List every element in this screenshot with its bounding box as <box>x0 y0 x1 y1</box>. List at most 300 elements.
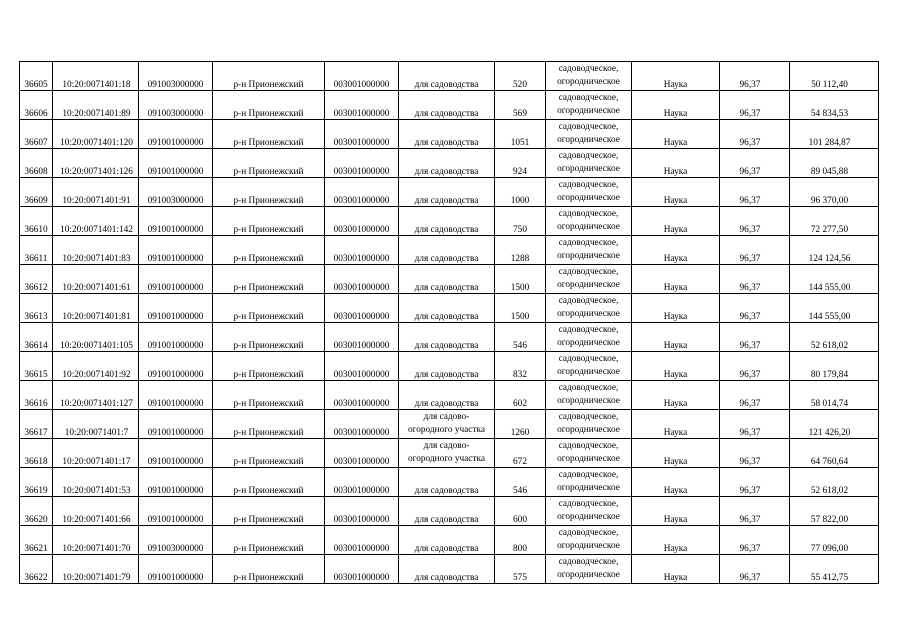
area-cell <box>495 91 546 120</box>
row-number-cell <box>20 381 53 410</box>
okato-code-cell <box>139 236 213 265</box>
permitted-use-cell <box>399 120 495 149</box>
land-type-line-1: садоводческое, <box>558 296 619 306</box>
row-number: 36621 <box>24 543 48 554</box>
row-number: 36619 <box>24 485 48 496</box>
district-cell <box>213 468 325 497</box>
area-value: 1000 <box>510 195 530 206</box>
land-type-line-1: садоводческое, <box>558 209 619 219</box>
okato-code: 091001000000 <box>147 514 204 525</box>
okato-code-cell <box>139 178 213 207</box>
table-row <box>20 526 879 555</box>
permitted-use: для садоводства <box>414 572 479 583</box>
rate-value: 96,37 <box>739 485 761 496</box>
area-cell <box>495 236 546 265</box>
area-value: 546 <box>513 485 527 496</box>
organization-name: Наука <box>663 195 688 206</box>
okato-code: 091003000000 <box>147 195 204 206</box>
district-name: р-н Прионежский <box>233 253 304 264</box>
okato-code-cell <box>139 526 213 555</box>
area-cell <box>495 352 546 381</box>
category-code: 003001000000 <box>333 340 390 351</box>
category-code-cell <box>325 91 399 120</box>
land-type-cell <box>546 62 632 91</box>
cadastral-number-cell <box>53 323 139 352</box>
row-number: 36610 <box>24 224 48 235</box>
organization-cell <box>632 236 720 265</box>
area-cell <box>495 323 546 352</box>
permitted-use: для садоводства <box>414 166 479 177</box>
cadastral-number: 10:20:0071401:126 <box>60 166 133 177</box>
cadastral-value: 101 284,87 <box>808 137 851 148</box>
category-code: 003001000000 <box>333 398 390 409</box>
cadastral-number: 10:20:0071401:7 <box>64 427 129 438</box>
area-cell <box>495 207 546 236</box>
cadastral-number: 10:20:0071401:127 <box>60 398 133 409</box>
district-name: р-н Прионежский <box>233 543 304 554</box>
cadastral-value: 124 124,56 <box>808 253 851 264</box>
cadastral-value-cell <box>790 178 879 207</box>
row-number: 36613 <box>24 311 48 322</box>
cadastral-value-cell <box>790 62 879 91</box>
rate-cell <box>720 468 790 497</box>
row-number-cell <box>20 526 53 555</box>
table-row <box>20 468 879 497</box>
land-type-text <box>557 556 620 583</box>
okato-code: 091001000000 <box>147 572 204 583</box>
permitted-use-cell <box>399 207 495 236</box>
category-code: 003001000000 <box>333 224 390 235</box>
okato-code-cell <box>139 149 213 178</box>
permitted-use: для садоводства <box>414 340 479 351</box>
land-type-line-1: садоводческое, <box>558 441 619 451</box>
rate-value: 96,37 <box>739 195 761 206</box>
category-code-cell <box>325 468 399 497</box>
organization-name: Наука <box>663 253 688 264</box>
category-code: 003001000000 <box>333 137 390 148</box>
land-type-cell <box>546 178 632 207</box>
okato-code-cell <box>139 294 213 323</box>
cadastral-number-cell <box>53 207 139 236</box>
land-type-text <box>557 63 620 90</box>
row-number: 36607 <box>24 137 48 148</box>
okato-code: 091001000000 <box>147 166 204 177</box>
land-type-cell <box>546 265 632 294</box>
category-code-cell <box>325 410 399 439</box>
cadastral-value-cell <box>790 323 879 352</box>
land-type-cell <box>546 439 632 468</box>
okato-code-cell <box>139 323 213 352</box>
district-name: р-н Прионежский <box>233 340 304 351</box>
category-code-cell <box>325 265 399 294</box>
row-number-cell <box>20 120 53 149</box>
permitted-use-cell <box>399 178 495 207</box>
land-type-line-1: садоводческое, <box>558 267 619 277</box>
category-code-cell <box>325 352 399 381</box>
table-body <box>20 62 879 584</box>
district-name: р-н Прионежский <box>233 166 304 177</box>
area-cell <box>495 149 546 178</box>
land-type-cell <box>546 555 632 584</box>
cadastral-value-cell <box>790 439 879 468</box>
permitted-use-line-2: огородного участка <box>408 454 485 464</box>
land-type-line-2: огородническое <box>557 135 620 145</box>
land-type-text <box>557 382 620 409</box>
okato-code-cell <box>139 91 213 120</box>
cadastral-number: 10:20:0071401:61 <box>62 282 131 293</box>
land-type-line-2: огородническое <box>557 454 620 464</box>
rate-cell <box>720 236 790 265</box>
organization-name: Наука <box>663 166 688 177</box>
organization-cell <box>632 323 720 352</box>
district-name: р-н Прионежский <box>233 572 304 583</box>
cadastral-value-cell <box>790 207 879 236</box>
district-cell <box>213 62 325 91</box>
permitted-use: для садоводства <box>414 514 479 525</box>
land-type-text <box>557 150 620 177</box>
district-name: р-н Прионежский <box>233 79 304 90</box>
cadastral-number: 10:20:0071401:91 <box>62 195 131 206</box>
organization-name: Наука <box>663 398 688 409</box>
land-type-line-1: садоводческое, <box>558 180 619 190</box>
cadastral-number: 10:20:0071401:105 <box>60 340 133 351</box>
rate-value: 96,37 <box>739 543 761 554</box>
area-value: 750 <box>513 224 527 235</box>
rate-cell <box>720 323 790 352</box>
cadastral-number-cell <box>53 236 139 265</box>
category-code-cell <box>325 62 399 91</box>
land-type-line-2: огородническое <box>557 222 620 232</box>
land-type-line-1: садоводческое, <box>558 354 619 364</box>
cadastral-value: 54 834,53 <box>810 108 849 119</box>
table-row <box>20 62 879 91</box>
okato-code-cell <box>139 352 213 381</box>
area-cell <box>495 497 546 526</box>
category-code: 003001000000 <box>333 369 390 380</box>
permitted-use: для садоводства <box>414 137 479 148</box>
district-name: р-н Прионежский <box>233 282 304 293</box>
permitted-use-cell <box>399 323 495 352</box>
land-type-cell <box>546 120 632 149</box>
rate-value: 96,37 <box>739 514 761 525</box>
category-code: 003001000000 <box>333 572 390 583</box>
cadastral-number-cell <box>53 178 139 207</box>
land-type-text <box>557 92 620 119</box>
organization-cell <box>632 468 720 497</box>
category-code: 003001000000 <box>333 427 390 438</box>
permitted-use-cell <box>399 439 495 468</box>
area-value: 546 <box>513 340 527 351</box>
area-value: 672 <box>513 456 527 467</box>
category-code-cell <box>325 149 399 178</box>
okato-code: 091003000000 <box>147 108 204 119</box>
category-code: 003001000000 <box>333 485 390 496</box>
land-type-line-1: садоводческое, <box>558 325 619 335</box>
land-type-line-2: огородническое <box>557 396 620 406</box>
organization-name: Наука <box>663 108 688 119</box>
district-name: р-н Прионежский <box>233 427 304 438</box>
area-value: 1500 <box>510 311 530 322</box>
district-cell <box>213 555 325 584</box>
district-name: р-н Прионежский <box>233 514 304 525</box>
land-type-cell <box>546 236 632 265</box>
area-cell <box>495 381 546 410</box>
okato-code-cell <box>139 439 213 468</box>
row-number: 36620 <box>24 514 48 525</box>
permitted-use-line-2: огородного участка <box>408 425 485 435</box>
cadastral-value-cell <box>790 120 879 149</box>
cadastral-value: 89 045,88 <box>810 166 849 177</box>
category-code: 003001000000 <box>333 514 390 525</box>
cadastral-value: 52 618,02 <box>810 340 849 351</box>
rate-value: 96,37 <box>739 398 761 409</box>
land-type-line-1: садоводческое, <box>558 528 619 538</box>
row-number-cell <box>20 439 53 468</box>
rate-value: 96,37 <box>739 137 761 148</box>
table-row <box>20 497 879 526</box>
land-type-line-1: садоводческое, <box>558 557 619 567</box>
okato-code: 091001000000 <box>147 224 204 235</box>
rate-cell <box>720 381 790 410</box>
permitted-use-cell <box>399 410 495 439</box>
land-type-text <box>557 469 620 496</box>
okato-code-cell <box>139 207 213 236</box>
row-number-cell <box>20 149 53 178</box>
category-code-cell <box>325 323 399 352</box>
okato-code: 091003000000 <box>147 543 204 554</box>
cadastral-number-cell <box>53 91 139 120</box>
organization-cell <box>632 149 720 178</box>
area-value: 800 <box>513 543 527 554</box>
category-code: 003001000000 <box>333 311 390 322</box>
cadastral-number-cell <box>53 149 139 178</box>
permitted-use: для садоводства <box>414 485 479 496</box>
cadastral-number: 10:20:0071401:79 <box>62 572 131 583</box>
land-type-cell <box>546 468 632 497</box>
land-type-line-1: садоводческое, <box>558 151 619 161</box>
cadastral-number-cell <box>53 468 139 497</box>
permitted-use: для садоводства <box>414 79 479 90</box>
category-code-cell <box>325 526 399 555</box>
row-number: 36615 <box>24 369 48 380</box>
category-code: 003001000000 <box>333 166 390 177</box>
land-type-line-2: огородническое <box>557 251 620 261</box>
land-type-line-1: садоводческое, <box>558 499 619 509</box>
district-cell <box>213 439 325 468</box>
land-type-line-1: садоводческое, <box>558 238 619 248</box>
district-name: р-н Прионежский <box>233 311 304 322</box>
area-value: 924 <box>513 166 527 177</box>
land-type-line-2: огородническое <box>557 164 620 174</box>
district-name: р-н Прионежский <box>233 398 304 409</box>
permitted-use-cell <box>399 352 495 381</box>
rate-value: 96,37 <box>739 340 761 351</box>
organization-cell <box>632 178 720 207</box>
category-code: 003001000000 <box>333 108 390 119</box>
land-type-text <box>557 324 620 351</box>
cadastral-number: 10:20:0071401:70 <box>62 543 131 554</box>
rate-cell <box>720 294 790 323</box>
land-type-line-2: огородническое <box>557 367 620 377</box>
land-type-cell <box>546 526 632 555</box>
area-cell <box>495 468 546 497</box>
row-number: 36605 <box>24 79 48 90</box>
organization-name: Наука <box>663 137 688 148</box>
permitted-use-cell <box>399 526 495 555</box>
cadastral-number: 10:20:0071401:142 <box>60 224 133 235</box>
table-row <box>20 352 879 381</box>
organization-cell <box>632 207 720 236</box>
table-row <box>20 323 879 352</box>
area-cell <box>495 62 546 91</box>
cadastral-number-cell <box>53 120 139 149</box>
table-row <box>20 439 879 468</box>
permitted-use: для садоводства <box>414 195 479 206</box>
row-number: 36618 <box>24 456 48 467</box>
district-cell <box>213 497 325 526</box>
land-type-text <box>557 440 620 467</box>
area-value: 1051 <box>510 137 530 148</box>
land-type-cell <box>546 294 632 323</box>
category-code-cell <box>325 236 399 265</box>
district-cell <box>213 323 325 352</box>
area-cell <box>495 555 546 584</box>
cadastral-value-cell <box>790 410 879 439</box>
land-type-text <box>557 411 620 438</box>
rate-value: 96,37 <box>739 311 761 322</box>
land-type-line-2: огородническое <box>557 193 620 203</box>
permitted-use-cell <box>399 62 495 91</box>
okato-code-cell <box>139 265 213 294</box>
land-type-line-2: огородническое <box>557 541 620 551</box>
rate-cell <box>720 207 790 236</box>
category-code-cell <box>325 207 399 236</box>
table-row <box>20 178 879 207</box>
permitted-use-cell <box>399 265 495 294</box>
rate-value: 96,37 <box>739 369 761 380</box>
cadastral-value: 58 014,74 <box>810 398 849 409</box>
organization-name: Наука <box>663 572 688 583</box>
district-name: р-н Прионежский <box>233 369 304 380</box>
table-row <box>20 120 879 149</box>
table-row <box>20 236 879 265</box>
cadastral-value: 55 412,75 <box>810 572 849 583</box>
district-name: р-н Прионежский <box>233 485 304 496</box>
land-type-line-2: огородническое <box>557 570 620 580</box>
category-code: 003001000000 <box>333 543 390 554</box>
permitted-use-cell <box>399 555 495 584</box>
district-cell <box>213 526 325 555</box>
permitted-use-cell <box>399 149 495 178</box>
permitted-use: для садоводства <box>414 543 479 554</box>
organization-cell <box>632 497 720 526</box>
area-cell <box>495 265 546 294</box>
cadastral-number: 10:20:0071401:81 <box>62 311 131 322</box>
district-cell <box>213 265 325 294</box>
land-type-text <box>557 353 620 380</box>
cadastral-value: 77 096,00 <box>810 543 849 554</box>
permitted-use: для садоводства <box>414 369 479 380</box>
okato-code-cell <box>139 62 213 91</box>
cadastral-value-cell <box>790 526 879 555</box>
okato-code-cell <box>139 555 213 584</box>
district-cell <box>213 178 325 207</box>
organization-name: Наука <box>663 427 688 438</box>
row-number-cell <box>20 294 53 323</box>
cadastral-number-cell <box>53 410 139 439</box>
okato-code-cell <box>139 497 213 526</box>
rate-cell <box>720 178 790 207</box>
area-cell <box>495 294 546 323</box>
rate-cell <box>720 555 790 584</box>
rate-value: 96,37 <box>739 79 761 90</box>
row-number-cell <box>20 352 53 381</box>
okato-code-cell <box>139 410 213 439</box>
cadastral-number: 10:20:0071401:83 <box>62 253 131 264</box>
rate-value: 96,37 <box>739 427 761 438</box>
land-type-text <box>557 498 620 525</box>
area-value: 569 <box>513 108 527 119</box>
land-type-line-2: огородническое <box>557 512 620 522</box>
cadastral-number-cell <box>53 497 139 526</box>
category-code-cell <box>325 555 399 584</box>
row-number: 36612 <box>24 282 48 293</box>
category-code: 003001000000 <box>333 253 390 264</box>
table-row <box>20 149 879 178</box>
land-type-line-1: садоводческое, <box>558 93 619 103</box>
area-value: 832 <box>513 369 527 380</box>
cadastral-value-cell <box>790 294 879 323</box>
land-type-line-2: огородническое <box>557 106 620 116</box>
rate-cell <box>720 91 790 120</box>
land-type-cell <box>546 91 632 120</box>
okato-code: 091001000000 <box>147 398 204 409</box>
cadastral-number: 10:20:0071401:17 <box>62 456 131 467</box>
row-number-cell <box>20 555 53 584</box>
cadastral-value-cell <box>790 265 879 294</box>
cadastral-value: 57 822,00 <box>810 514 849 525</box>
cadastral-number-cell <box>53 265 139 294</box>
cadastral-number-cell <box>53 439 139 468</box>
okato-code: 091001000000 <box>147 485 204 496</box>
organization-name: Наука <box>663 514 688 525</box>
permitted-use-cell <box>399 468 495 497</box>
land-type-cell <box>546 149 632 178</box>
cadastral-value-cell <box>790 91 879 120</box>
permitted-use-cell <box>399 91 495 120</box>
district-cell <box>213 120 325 149</box>
cadastral-value-cell <box>790 236 879 265</box>
organization-cell <box>632 294 720 323</box>
organization-cell <box>632 352 720 381</box>
area-cell <box>495 526 546 555</box>
row-number: 36617 <box>24 427 48 438</box>
land-type-line-2: огородническое <box>557 77 620 87</box>
cadastral-number-cell <box>53 381 139 410</box>
okato-code-cell <box>139 120 213 149</box>
permitted-use-line-1: для садово- <box>423 412 470 422</box>
row-number: 36622 <box>24 572 48 583</box>
row-number-cell <box>20 497 53 526</box>
cadastral-number-cell <box>53 555 139 584</box>
district-name: р-н Прионежский <box>233 456 304 467</box>
category-code: 003001000000 <box>333 195 390 206</box>
rate-cell <box>720 62 790 91</box>
land-type-text <box>557 208 620 235</box>
organization-cell <box>632 120 720 149</box>
permitted-use: для садоводства <box>414 311 479 322</box>
land-type-line-2: огородническое <box>557 338 620 348</box>
